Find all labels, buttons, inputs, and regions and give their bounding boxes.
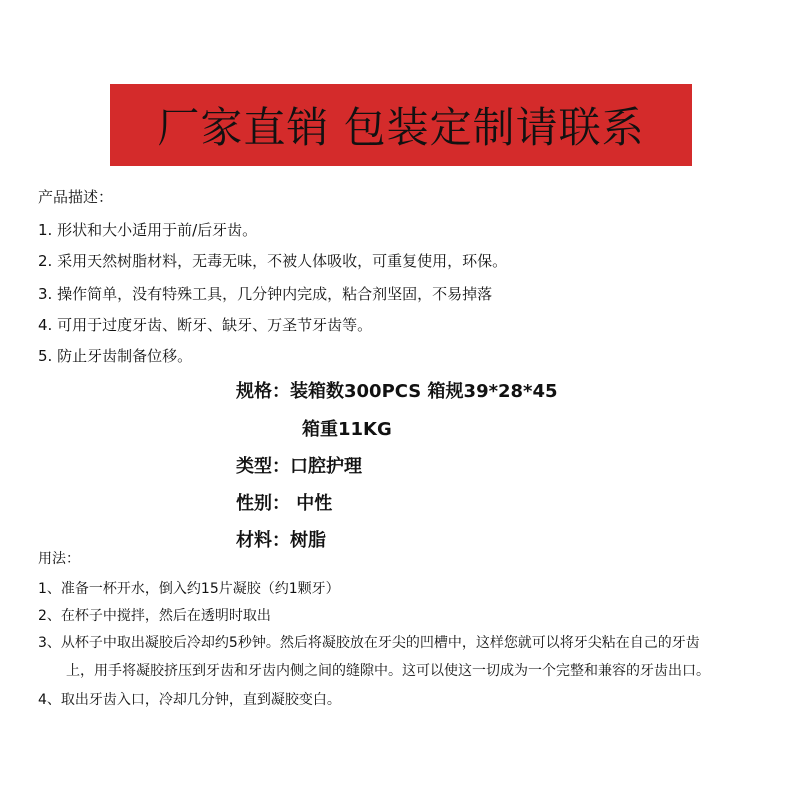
description-item: 5. 防止牙齿制备位移。 [38,347,193,365]
usage-title: 用法： [38,551,80,567]
usage-step: 4、取出牙齿入口，冷却几分钟，直到凝胶变白。 [38,692,341,708]
description-item: 2. 采用天然树脂材料，无毒无味，不被人体吸收，可重复使用，环保。 [38,252,508,270]
promo-banner [110,84,692,166]
description-title: 产品描述： [38,188,114,206]
description-item: 4. 可用于过度牙齿、断牙、缺牙、万圣节牙齿等。 [38,316,373,334]
description-item: 3. 操作简单，没有特殊工具，几分钟内完成，粘合剂坚固，不易掉落 [38,285,493,303]
description-item: 1. 形状和大小适用于前/后牙齿。 [38,221,258,239]
usage-step-continued: 上，用手将凝胶挤压到牙齿和牙齿内侧之间的缝隙中。这可以使这一切成为一个完整和兼容的牙齿出口。 [66,663,710,679]
usage-step: 2、在杯子中搅拌，然后在透明时取出 [38,608,271,624]
usage-step: 3、从杯子中取出凝胶后冷却约5秒钟。然后将凝胶放在牙尖的凹槽中，这样您就可以将牙尖粘在自己的牙齿 [38,635,700,651]
spec-gender-line: 性别： 中性 [236,493,333,514]
spec-packing-line: 规格：装箱数300PCS 箱规39*28*45 [236,381,558,402]
usage-step: 1、准备一杯开水，倒入约15片凝胶（约1颗牙） [38,581,340,597]
spec-type-line: 类型：口腔护理 [236,456,362,477]
promo-banner-text: 厂家直销 包装定制请联系 [157,103,645,152]
spec-material-line: 材料：树脂 [236,530,326,551]
spec-weight-line: 箱重11KG [302,419,392,440]
